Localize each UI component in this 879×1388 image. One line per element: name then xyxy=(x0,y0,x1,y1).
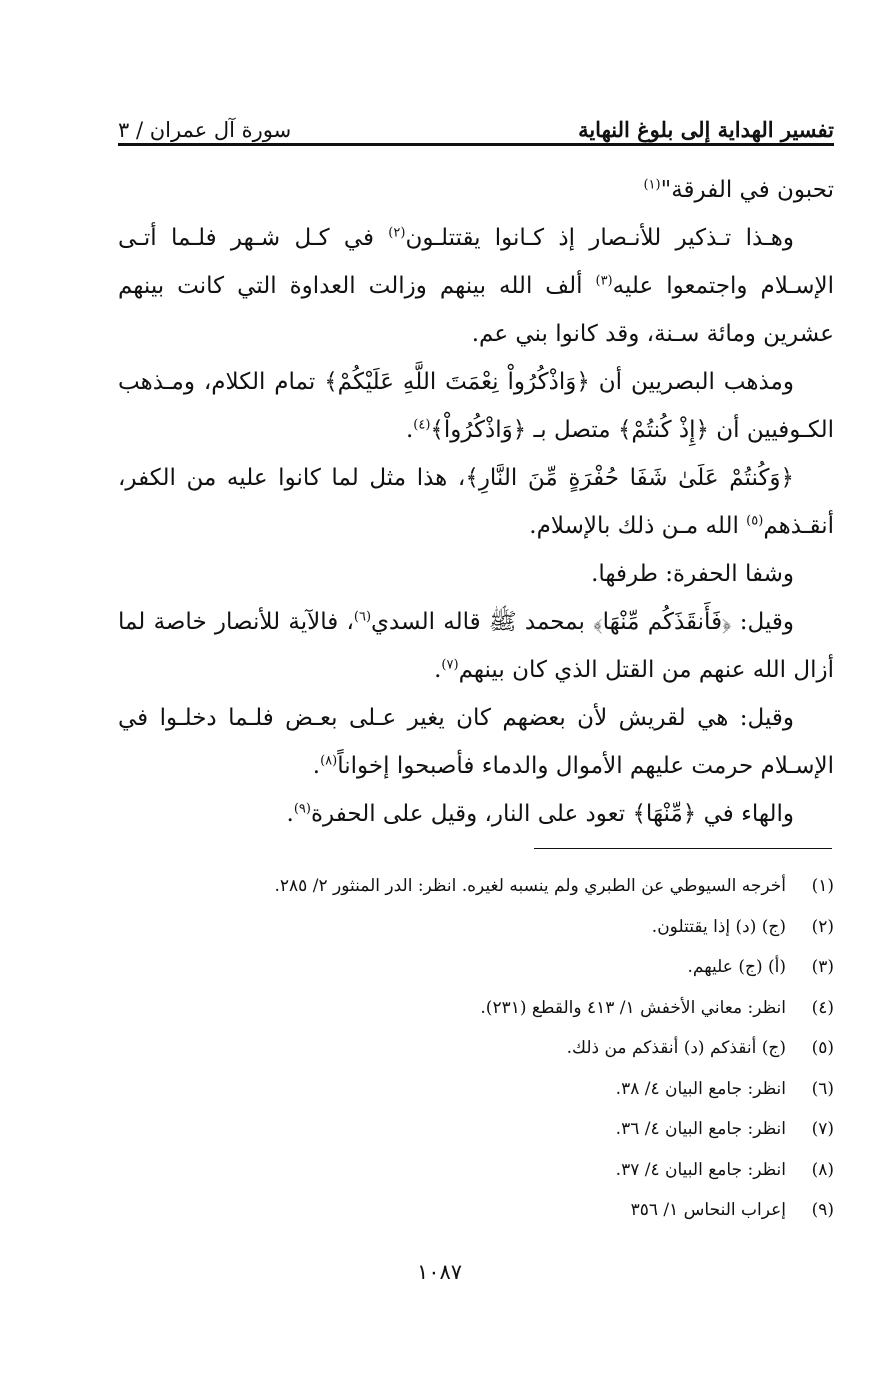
text-run: الله مـن ذلك بالإسلام. xyxy=(529,513,747,539)
paragraph xyxy=(118,454,834,550)
text-run: . xyxy=(434,657,442,683)
text-run: في كـل شـهر فلـما أتـى الإسـلام واجتمعوا عليه xyxy=(118,225,834,299)
footnote-text: انظر: جامع البيان ٤/ ٣٧. xyxy=(615,1159,786,1180)
body-text xyxy=(118,166,834,838)
paragraph xyxy=(118,790,834,838)
paragraph xyxy=(118,166,834,214)
footnote-marker: (١) xyxy=(643,177,661,193)
footnote-number: (٢) xyxy=(811,916,834,937)
footnote xyxy=(118,1028,834,1069)
text-run: . xyxy=(286,801,294,827)
quran-quote: ﴿وَاذْكُرُواْ نِعْمَتَ اللَّهِ عَلَيْكُمْ﴾ xyxy=(324,369,590,395)
footnote-text: أخرجه السيوطي عن الطبري ولم ينسبه لغيره. انظر: الدر المنثور ٢/ ٢٨٥. xyxy=(274,876,786,896)
paragraph xyxy=(118,214,834,358)
footnote-separator xyxy=(534,848,832,849)
text-run: تمام الكلام، ومـذهب الكـوفيين أن xyxy=(118,369,834,443)
text-run: ، فالآية للأنصار خاصة لما أزال الله عنهم من القتل الذي كان بينهم xyxy=(118,609,834,683)
footnote-text: (ج) (د) إذا يقتتلون. xyxy=(651,916,786,937)
page-number: ١٠٨٧ xyxy=(416,1260,463,1284)
text-run: وقيل: هي لقريش لأن بعضهم كان يغير عـلى بعـض فلـما دخلـوا في الإسـلام حرمت عليهم الأموال والدماء فأصبحوا إخواناً xyxy=(118,705,834,779)
footnote xyxy=(118,1190,834,1231)
text-run: ، هذا مثل لما كانوا عليه من الكفر، أنقـذهم xyxy=(118,465,834,539)
footnote-marker: (٦) xyxy=(353,609,372,625)
footnote xyxy=(118,907,834,948)
quran-quote: ﴿وَاذْكُرُواْ﴾ xyxy=(430,417,527,443)
footnote-text: إعراب النحاس ١/ ٣٥٦ xyxy=(630,1200,786,1220)
footnote-number: (٩) xyxy=(811,1200,834,1220)
footnote-number: (٤) xyxy=(811,997,834,1018)
header-rule xyxy=(118,143,834,146)
footnote-marker: (٤) xyxy=(413,417,431,433)
text-run: ومذهب البصريين أن xyxy=(589,369,794,395)
text-run: وقيل: xyxy=(731,609,794,635)
quran-quote: ﴿إِذْ كُنتُمْ﴾ xyxy=(617,417,709,443)
paragraph xyxy=(118,358,834,454)
text-run: ألف الله بينهم وزالت العداوة التي كانت بينهم عشرين ومائة سـنة، وقد كانوا بني عم. xyxy=(118,273,834,347)
text-run: تحبون في الفرقة" xyxy=(660,177,834,203)
quran-quote: ﴿مِّنْهَا﴾ xyxy=(632,801,697,827)
text-run: والهاء في xyxy=(696,801,794,827)
quran-quote: ﴿وَكُنتُمْ عَلَىٰ شَفَا حُفْرَةٍ مِّنَ النَّارِ﴾ xyxy=(465,465,794,491)
footnote-text: (أ) (ج) عليهم. xyxy=(687,957,786,977)
text-run: وشفا الحفرة: طرفها. xyxy=(591,561,794,587)
footnote-number: (٦) xyxy=(811,1078,834,1099)
book-title: تفسير الهداية إلى بلوغ النهاية xyxy=(578,117,834,142)
footnote-number: (٣) xyxy=(811,957,834,977)
footnote-marker: (٨) xyxy=(320,753,338,769)
footnote-text: (ج) أنقذكم (د) أنقذكم من ذلك. xyxy=(566,1038,786,1058)
footnote xyxy=(118,1150,834,1191)
text-run: وهـذا تـذكير للأنـصار إذ كـانوا يقتتلـون xyxy=(405,225,795,251)
footnote-number: (١) xyxy=(811,876,834,896)
footnote-marker: (٥) xyxy=(746,513,764,529)
paragraph xyxy=(118,550,834,598)
running-header xyxy=(118,98,834,142)
text-run: . xyxy=(312,753,321,779)
footnote-marker: (٧) xyxy=(441,657,459,673)
footnote xyxy=(118,1069,834,1110)
footnote xyxy=(118,947,834,988)
paragraph xyxy=(118,694,834,790)
footnote-text: انظر: جامع البيان ٤/ ٣٦. xyxy=(615,1119,786,1139)
footnote-text: انظر: معاني الأخفش ١/ ٤١٣ والقطع (٢٣١). xyxy=(480,997,786,1018)
footnote-marker: (٩) xyxy=(293,801,311,817)
footnotes xyxy=(118,866,834,1231)
paragraph xyxy=(118,598,834,694)
text-run: بمحمد ﷺ قاله السدي xyxy=(371,609,594,635)
quran-quote: ﴿فَأَنقَذَكُم مِّنْهَا﴾ xyxy=(593,609,732,635)
footnote-text: انظر: جامع البيان ٤/ ٣٨. xyxy=(615,1078,786,1099)
footnote-marker: (٣) xyxy=(595,273,613,289)
surah-label: سورة آل عمران / ٣ xyxy=(118,118,292,142)
footnote xyxy=(118,866,834,907)
footnote-number: (٧) xyxy=(811,1119,834,1139)
footnote-number: (٨) xyxy=(811,1159,834,1180)
footnote-number: (٥) xyxy=(811,1038,834,1058)
text-run: متصل بـ xyxy=(526,417,618,443)
footnote xyxy=(118,1109,834,1150)
text-run: تعود على النار، وقيل على الحفرة xyxy=(310,801,633,827)
text-run: . xyxy=(405,417,414,443)
footnote-marker: (٢) xyxy=(388,225,406,241)
footnote xyxy=(118,988,834,1029)
